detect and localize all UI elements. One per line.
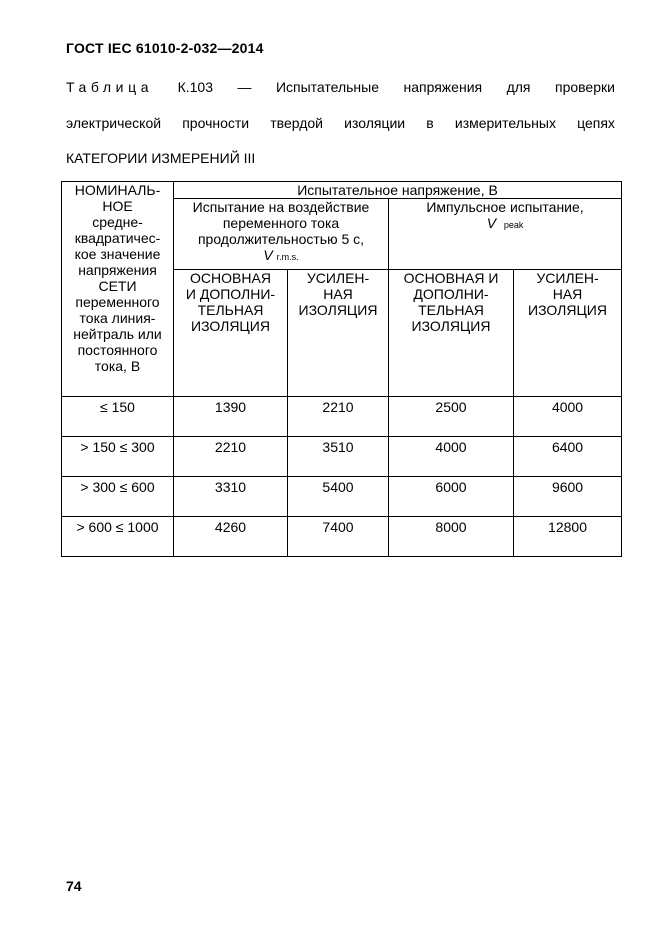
caption-word: цепях	[577, 115, 615, 131]
impulse-basic-value: 2500	[389, 397, 514, 437]
caption-word: твердой	[270, 115, 323, 131]
impulse-basic-value: 8000	[389, 517, 514, 557]
header-row-1	[62, 182, 622, 199]
caption-dash: —	[237, 79, 252, 95]
caption-word: электрической	[66, 115, 162, 131]
ac-test-header: Испытание на воздействие переменного тока продолжительностью 5 с, V r.m.s.	[174, 199, 389, 270]
impulse-test-header: Импульсное испытание, V peak	[389, 199, 622, 270]
table-caption-line-3: КАТЕГОРИИ ИЗМЕРЕНИЙ III	[66, 150, 256, 166]
impulse-basic-value: 6000	[389, 477, 514, 517]
caption-word: Испытательные	[275, 79, 380, 95]
test-voltage-table	[61, 181, 622, 557]
voltage-range-cell: > 300 ≤ 600	[62, 477, 174, 517]
caption-word: для	[506, 79, 531, 95]
caption-word: напряжения	[403, 79, 483, 95]
table-caption-line-1	[66, 79, 615, 95]
voltage-range-cell: ≤ 150	[62, 397, 174, 437]
impulse-basic-insulation-header: ОСНОВНАЯ И ДОПОЛНИ- ТЕЛЬНАЯ ИЗОЛЯЦИЯ	[389, 270, 514, 397]
ac-basic-value: 3310	[174, 477, 288, 517]
voltage-range-cell: > 600 ≤ 1000	[62, 517, 174, 557]
ac-reinforced-value: 3510	[288, 437, 389, 477]
impulse-reinforced-value: 12800	[514, 517, 622, 557]
test-voltage-header: Испытательное напряжение, В	[174, 182, 622, 199]
table-row	[62, 517, 622, 557]
mains-voltage-header: НОМИНАЛЬ- НОЕ средне- квадратичес- кое значение напряжения СЕТИ переменного тока линия- нейтраль или постоянного тока, В	[62, 182, 174, 397]
ac-reinforced-value: 5400	[288, 477, 389, 517]
ac-reinforced-value: 2210	[288, 397, 389, 437]
caption-word: прочности	[182, 115, 250, 131]
standard-code: ГОСТ IEC 61010-2-032—2014	[66, 40, 264, 56]
impulse-reinforced-value: 6400	[514, 437, 622, 477]
ac-basic-insulation-header: ОСНОВНАЯ И ДОПОЛНИ- ТЕЛЬНАЯ ИЗОЛЯЦИЯ	[174, 270, 288, 397]
ac-reinforced-value: 7400	[288, 517, 389, 557]
caption-word: измерительных	[454, 115, 556, 131]
caption-label: Таблица	[66, 79, 154, 95]
ac-basic-value: 4260	[174, 517, 288, 557]
table-caption-line-2	[66, 115, 615, 131]
impulse-reinforced-value: 4000	[514, 397, 622, 437]
table-row	[62, 437, 622, 477]
ac-basic-value: 2210	[174, 437, 288, 477]
caption-word: проверки	[554, 79, 615, 95]
impulse-reinforced-insulation-header: УСИЛЕН- НАЯ ИЗОЛЯЦИЯ	[514, 270, 622, 397]
table-row	[62, 397, 622, 437]
impulse-reinforced-value: 9600	[514, 477, 622, 517]
table-row	[62, 477, 622, 517]
caption-word: в	[426, 115, 434, 131]
ac-reinforced-insulation-header: УСИЛЕН- НАЯ ИЗОЛЯЦИЯ	[288, 270, 389, 397]
page-number: 74	[66, 878, 82, 894]
ac-basic-value: 1390	[174, 397, 288, 437]
impulse-basic-value: 4000	[389, 437, 514, 477]
caption-number: К.103	[177, 79, 213, 95]
voltage-range-cell: > 150 ≤ 300	[62, 437, 174, 477]
caption-word: изоляции	[344, 115, 406, 131]
